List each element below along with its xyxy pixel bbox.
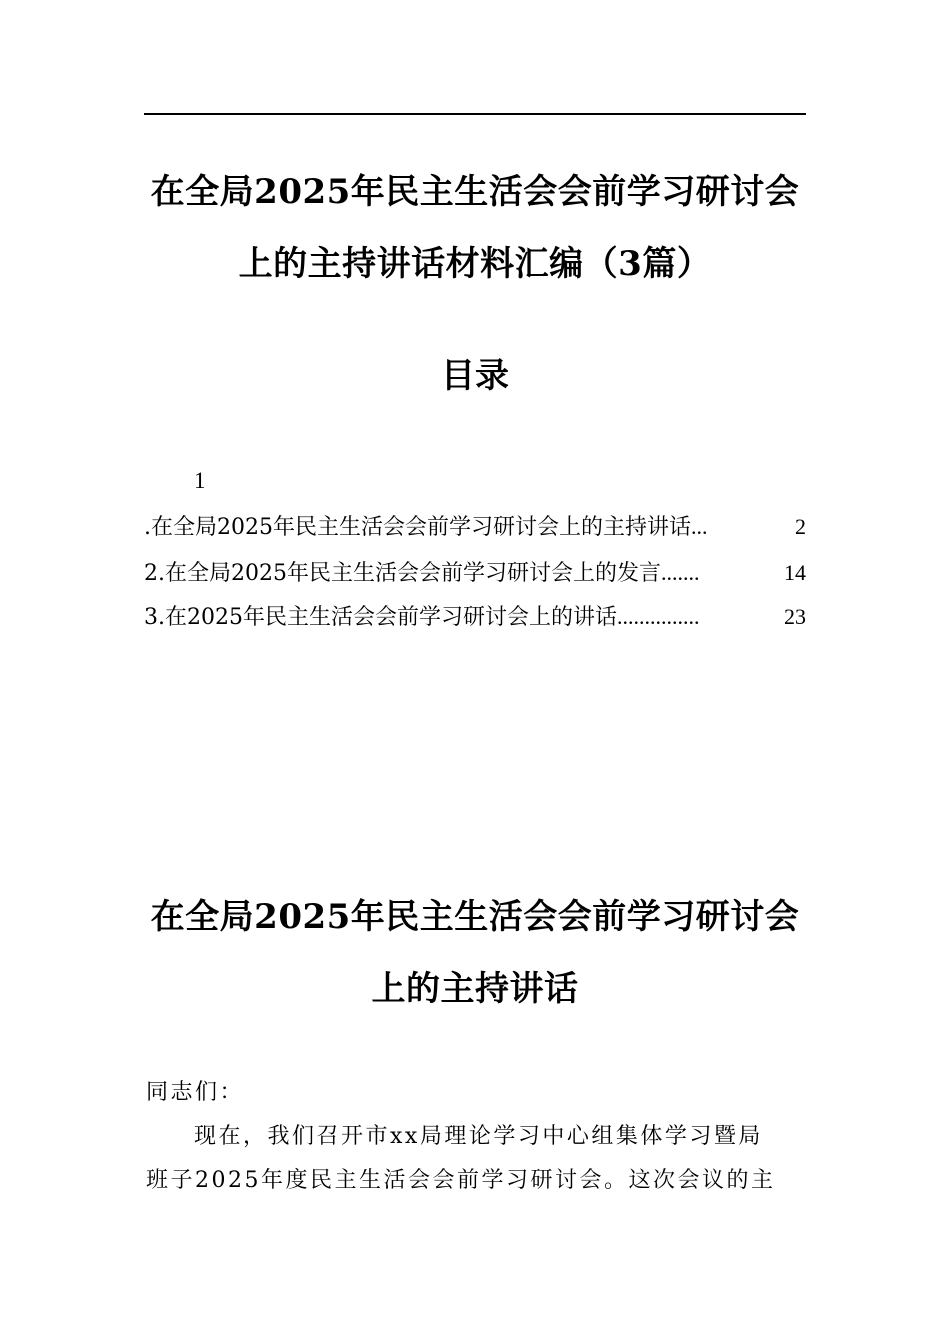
toc-entry-page: 23: [784, 604, 806, 629]
toc-entry-leader: ...: [690, 514, 708, 539]
toc-heading: 目录: [441, 356, 509, 396]
toc-entry-text: 3.在2025年民主生活会会前学习研讨会上的讲话: [144, 605, 617, 630]
document-title-line1: 在全局2025年民主生活会会前学习研讨会: [150, 172, 800, 212]
document-title-line2: 上的主持讲话材料汇编（3篇）: [238, 244, 712, 284]
paragraph-line: 现在，我们召开市xx局理论学习中心组集体学习暨局: [194, 1124, 763, 1149]
toc-entry-text: 2.在全局2025年民主生活会会前学习研讨会上的发言: [144, 561, 661, 586]
toc-entry-leader: .......: [660, 560, 700, 585]
paragraph-line: 班子2025年度民主生活会会前学习研讨会。这次会议的主: [146, 1168, 776, 1193]
toc-entry[interactable]: [144, 602, 806, 632]
header-rule: [144, 113, 806, 115]
toc-entry-page: 2: [795, 514, 806, 539]
toc-first-number: 1: [194, 468, 206, 493]
toc-entry[interactable]: [144, 512, 806, 542]
toc-entry-text: .在全局2025年民主生活会会前学习研讨会上的主持讲话: [144, 515, 691, 540]
section-title-line2: 上的主持讲话: [371, 969, 579, 1009]
greeting: 同志们：: [146, 1080, 245, 1105]
section-title-line1: 在全局2025年民主生活会会前学习研讨会: [150, 897, 800, 937]
toc-entry-page: 14: [784, 560, 806, 585]
toc-entry[interactable]: [144, 558, 806, 588]
toc-entry-leader: ...............: [616, 604, 700, 629]
